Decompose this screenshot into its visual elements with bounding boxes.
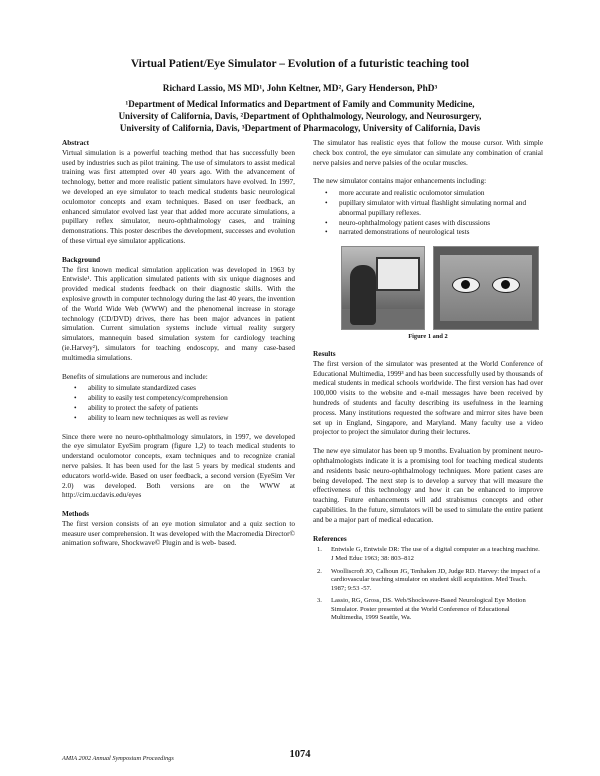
enhancements-intro: The new simulator contains major enhancements including: xyxy=(313,177,487,186)
affiliation-line: ¹Department of Medical Informatics and Department of Family and Community Medicine, xyxy=(125,99,475,109)
list-item: • ability to simulate standardized cases xyxy=(62,384,295,394)
affiliation-line: University of California, Davis, ³Department of Pharmacology, University of California, Davis xyxy=(119,123,481,134)
enhancements-list xyxy=(313,189,543,238)
reference-item: 1. Entwisle G, Entwisle DR: The use of a digital computer as a teaching machine. J Med Educ 1963; 38: 803–812 xyxy=(317,546,540,562)
new-simulator-paragraph: The new eye simulator has been up 9 months. Evaluation by prominent neuro-ophthalmologists indicate it is a promising tool for teaching medical students and residents basic neuro-ophthalmology techniques. More patient cases are being developed. The next step is to develop a survey that will measure the effectiveness of this technology and how it can be enhanced to improve teaching. Future enhancements will add strabismus concepts and other capabilities. In the future, simulators will be used to simulate the entire patient and be a major part of medical education. xyxy=(313,447,543,524)
abstract-text: Virtual simulation is a powerful teaching method that has successfully been used by industries such as pilot training. The use of simulators to assist medical training was first attempted over 40 years ago. With the advancement of technology, better and more realistic patient simulators have evolved. In 1997, we developed an eye simulator to teach medical students basic neurological oculomotor concepts and exam techniques. Based on user feedback, an enhanced simulator evolved last year that added more accurate simulations, a pupillary reflex simulator, neuro-ophthalmology cases, and training demonstrations. This poster describes the development, successes and evolution of these virtual eye simulator applications. xyxy=(62,148,295,245)
figure-2-eye-simulator-screenshot xyxy=(433,246,539,330)
author-list: Richard Lassio, MS MD¹, John Keltner, MD², Gary Henderson, PhD³ xyxy=(162,84,438,94)
list-item: • ability to easily test competency/comprehension xyxy=(62,394,295,404)
benefits-list xyxy=(62,384,295,423)
benefits-intro: Benefits of simulations are numerous and include: xyxy=(62,372,208,381)
reference-list xyxy=(313,546,543,623)
methods-heading: Methods xyxy=(62,510,89,519)
abstract-heading: Abstract xyxy=(62,139,89,147)
paper-title: Virtual Patient/Eye Simulator – Evolution of a futuristic teaching tool xyxy=(130,58,470,70)
results-text: The first version of the simulator was presented at the World Conference of Educational Multimedia, 1999³ and has been successfully used by thousands of medical students in medical schools worldwide. The first version has had over 100,000 visits to the website and e-mail messages have been received by hundreds of students and faculty describing its usefulness in the learning process. Many institutions requested the software and mirror sites have been set up in England, Singapore, and Maryland. Many faculty use a video projector to project the simulator during their lectures. xyxy=(313,359,543,437)
list-item: • neuro-ophthalmology patient cases with discussions xyxy=(313,219,543,229)
list-item: • narrated demonstrations of neurological tests xyxy=(313,228,543,238)
results-heading: Results xyxy=(313,349,336,358)
figure-1-photo xyxy=(341,246,425,330)
page-number: 1074 xyxy=(289,749,311,760)
list-item: • more accurate and realistic oculomotor simulation xyxy=(313,189,543,199)
affiliations xyxy=(60,98,540,135)
affiliation-line: University of California, Davis, ²Department of Ophthalmology, Neurology, and Neurosurgery, xyxy=(118,111,482,122)
reference-item: 3. Lassio, RG, Gross, DS. Web/Shockwave-Based Neurological Eye Motion Simulator. Poster presented at the World Conference of Educational Multimedia, 1999 Seattle, Wa. xyxy=(317,597,526,622)
left-column xyxy=(62,139,295,549)
list-item: • ability to protect the safety of patients xyxy=(62,404,295,414)
list-item: • ability to learn new techniques as well as review xyxy=(62,414,295,424)
proceedings-footer: AMIA 2002 Annual Symposium Proceedings xyxy=(62,755,174,762)
list-item: • pupillary simulator with virtual flashlight simulating normal and abnormal pupillary reflexes. xyxy=(313,199,543,219)
intro-paragraph: The simulator has realistic eyes that follow the mouse cursor. With simple check box control, the eye simulator can simulate any combination of cranial nerve palsies and nerve palsies of the ocular muscles. xyxy=(313,139,543,167)
references-heading: References xyxy=(313,534,347,543)
methods-text: The first version consists of an eye motion simulator and a quiz section to measure user comprehension. It was developed with the Macromedia Director© animation software, Shockwave© Plugin and is web- based. xyxy=(62,519,295,548)
reference-item: 2. Woolliscroft JO, Calhoun JG, Tenhaken JD, Judge RD. Harvey: the impact of a cardiovascular teaching simulator on student skill acquisition. Med Teach. 1987; 9:53 -57. xyxy=(317,567,541,592)
figures xyxy=(341,246,543,330)
background-heading: Background xyxy=(62,255,101,264)
figure-caption: Figure 1 and 2 xyxy=(408,333,448,341)
eyesim-paragraph: Since there were no neuro-ophthalmology simulators, in 1997, we developed the eye simulator EyeSim program (figure 1,2) to teach medical students to understand oculomotor concepts, exam techniques and to recognize cranial nerve palsies. It has been used for the last 5 years by medical students and educators world-wide. Based on user feedback, a second version (EyeSim Ver 2.0) was developed. Both versions are on the WWW at http://cim.ucdavis.edu/eyes xyxy=(62,432,295,500)
background-text: The first known medical simulation application was developed in 1963 by Entwisle¹. This application simulated patients with six unique diagnoses and provided medical students feedback on their diagnostic skills. With the explosive growth in computer technology during the last 40 years, the invention of the World Wide Web (WWW) and the phenomenal increase in storage technology (CD/DVD) drives, there has been major advances in patient simulation. Current simulation systems include virtual reality surgery simulators, mannequin based simulation system for cardiology teaching (ie.Harvey²), simulators for teaching endoscopy, and many case-based multimedia simulations. xyxy=(62,265,295,362)
right-column xyxy=(313,139,543,627)
